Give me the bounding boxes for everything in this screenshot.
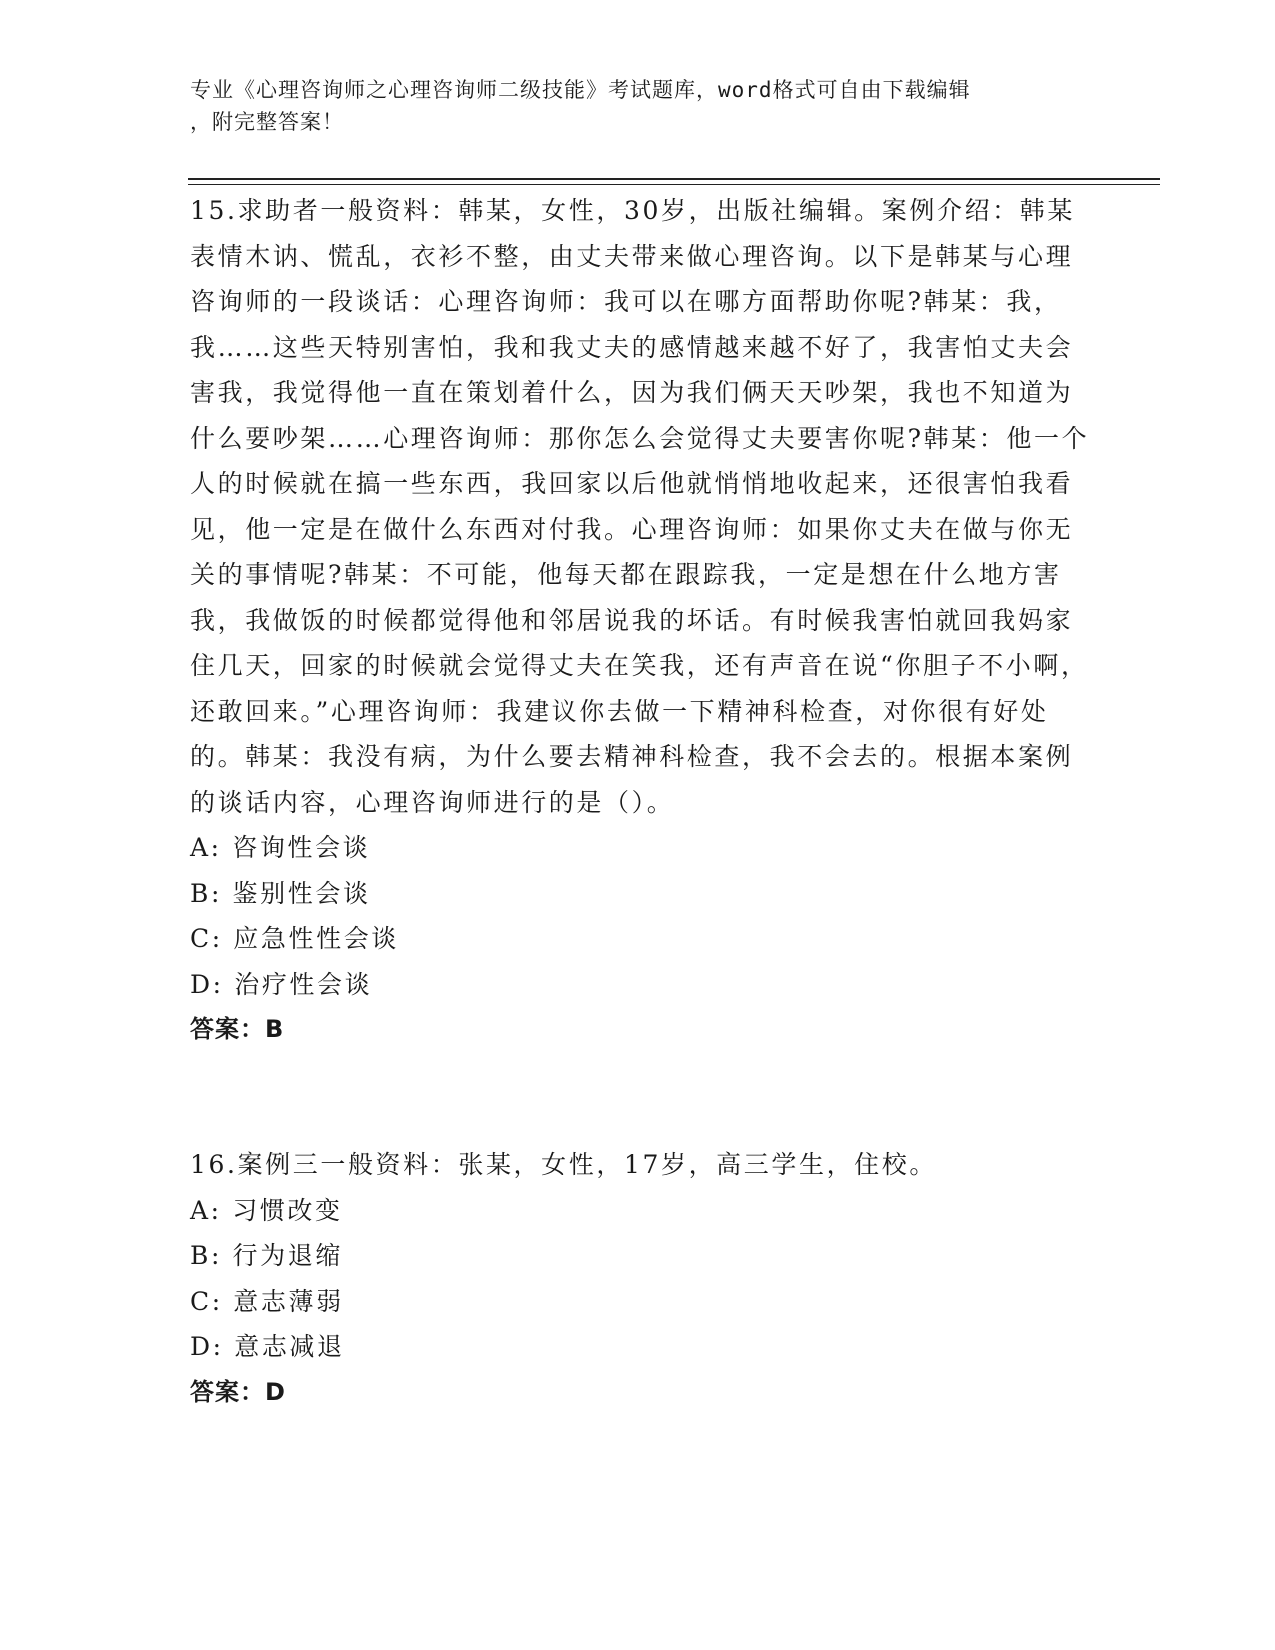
question-stem: 16.案例三一般资料：张某，女性，17岁，高三学生，住校。	[190, 1150, 937, 1179]
document-header	[190, 74, 1070, 138]
option-b: B: 鉴别性会谈	[190, 878, 371, 908]
option-a: A: 习惯改变	[190, 1195, 343, 1225]
header-line-1: 专业《心理咨询师之心理咨询师二级技能》考试题库，word格式可自由下载编辑	[190, 78, 971, 102]
option-c: C: 应急性性会谈	[190, 924, 399, 953]
answer: 答案：B	[190, 1015, 285, 1043]
option-b: B: 行为退缩	[190, 1241, 343, 1270]
option-c: C: 意志薄弱	[190, 1286, 344, 1316]
header-divider-thin	[188, 184, 1160, 185]
header-line-2: ，附完整答案！	[190, 110, 344, 134]
answer: 答案：D	[190, 1377, 286, 1406]
header-divider-thick	[188, 178, 1160, 180]
question-stem: 15.求助者一般资料：韩某，女性，30岁，出版社编辑。案例介绍：韩某表情木讷、慌乱，衣衫不整，由丈夫带来做心理咨询。以下是韩某与心理咨询师的一段谈话：心理咨询师：我可以在哪方面帮助你呢?韩某：我，我……这些天特别害怕，我和我丈夫的感情越来越不好了，我害怕丈夫会害我，我觉得他一直在策划着什么，因为我们俩天天吵架，我也不知道为什么要吵架……心理咨询师：那你怎么会觉得丈夫要害你呢?韩某：他一个人的时候就在搞一些东西，我回家以后他就悄悄地收起来，还很害怕我看见，他一定是在做什么东西对付我。心理咨询师：如果你丈夫在做与你无关的事情呢?韩某：不可能，他每天都在跟踪我，一定是想在什么地方害我，我做饭的时候都觉得他和邻居说我的坏话。有时候我害怕就回我妈家住几天，回家的时候就会觉得丈夫在笑我，还有声音在说“你胆子不小啊，还敢回来。”心理咨询师：我建议你去做一下精神科检查，对你很有好处的。韩某：我没有病，为什么要去精神科检查，我不会去的。根据本案例的谈话内容，心理咨询师进行的是（）。	[190, 196, 1090, 817]
question-15	[190, 188, 1090, 1053]
option-a: A: 咨询性会谈	[190, 833, 371, 862]
option-d: D: 治疗性会谈	[190, 969, 373, 999]
option-d: D: 意志减退	[190, 1332, 345, 1361]
question-16	[190, 1142, 1090, 1415]
